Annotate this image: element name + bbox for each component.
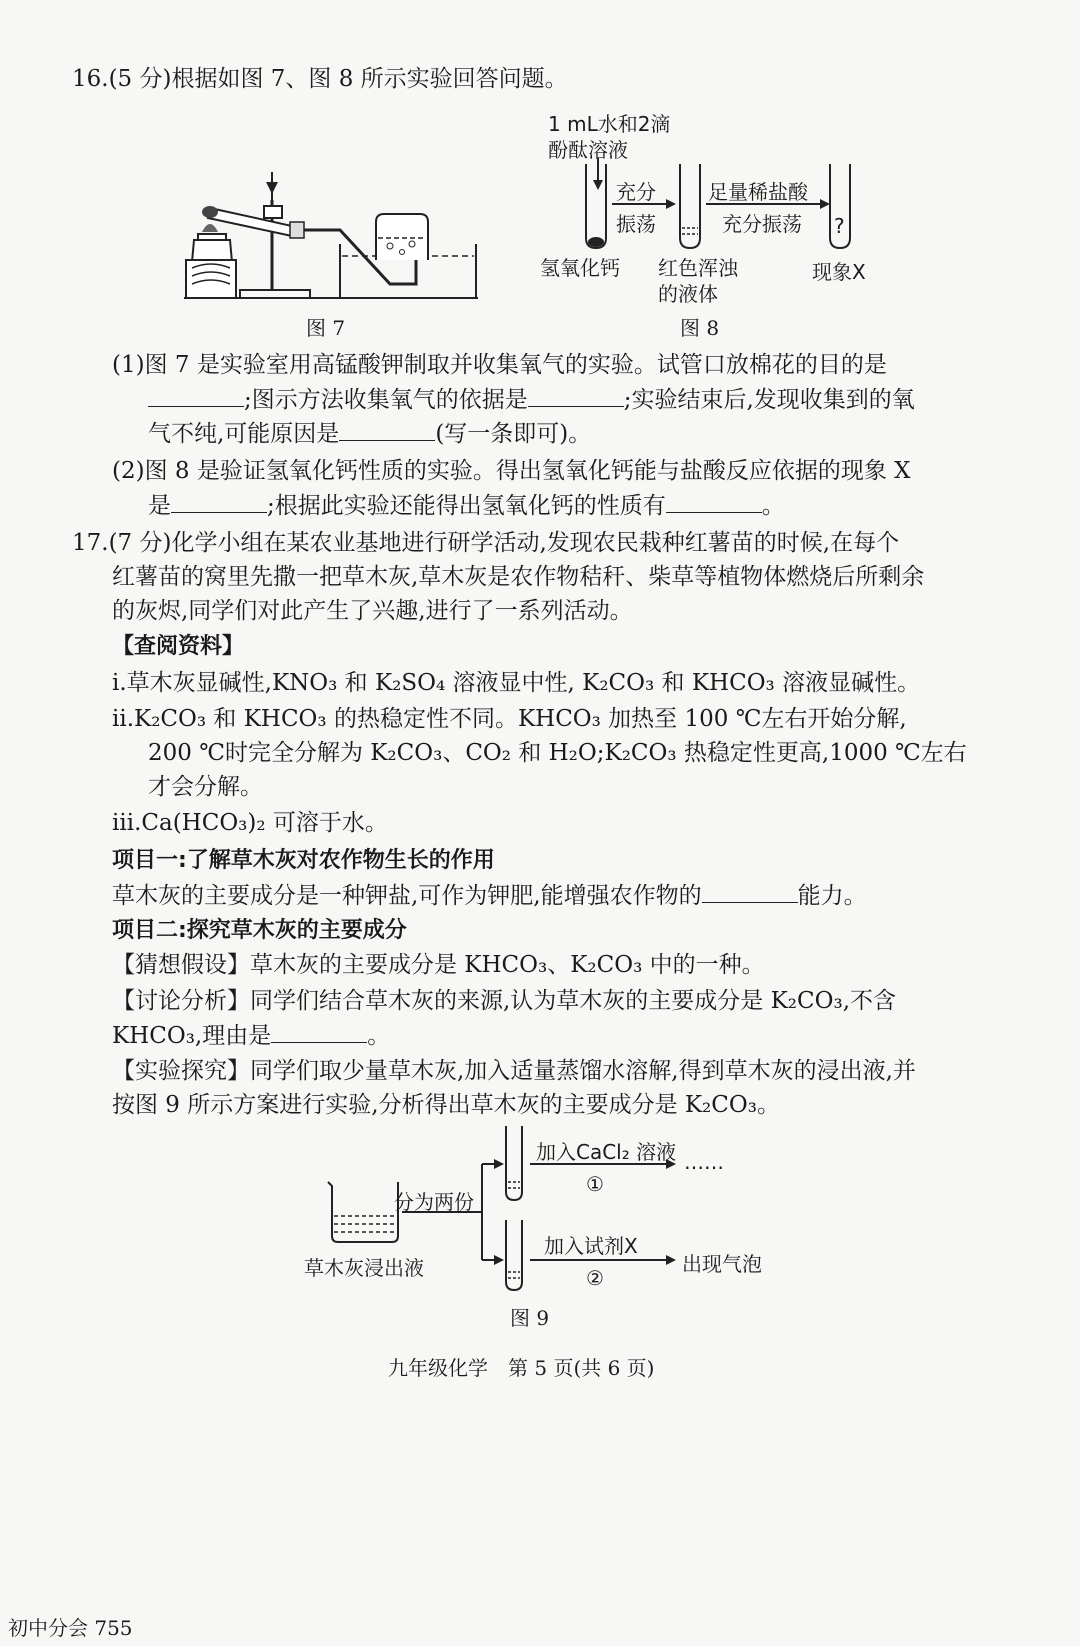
- answer-blank[interactable]: [271, 1020, 367, 1043]
- answer-blank[interactable]: [702, 880, 798, 903]
- q16-part2-text-b: ;根据此实验还能得出氢氧化钙的性质有: [267, 493, 666, 519]
- fig8-tube3-label: 现象X: [812, 260, 866, 284]
- q17-reference-1: ⅰ.草木灰显碱性,KNO₃ 和 K₂SO₄ 溶液显中性, K₂CO₃ 和 KHCO₃ 溶液显碱性。: [112, 670, 921, 696]
- q17-hypothesis: 【猜想假设】草木灰的主要成分是 KHCO₃、K₂CO₃ 中的一种。: [112, 952, 765, 978]
- fig8-tube2-label-line1: 红色浑浊: [658, 256, 738, 280]
- answer-blank[interactable]: [528, 384, 624, 407]
- q16-part1-line1: (1)图 7 是实验室用高锰酸钾制取并收集氧气的实验。试管口放棉花的目的是: [112, 352, 887, 378]
- q16-part1-line3: [148, 418, 591, 449]
- q16-part2-text-a: 是: [148, 493, 171, 519]
- q17-project1-text-b: 能力。: [797, 883, 867, 909]
- answer-blank[interactable]: [171, 490, 267, 513]
- q17-score: (7 分): [108, 530, 172, 556]
- fig9-bottom-result: 出现气泡: [682, 1252, 762, 1276]
- page-footer: 九年级化学 第 5 页(共 6 页): [388, 1356, 655, 1380]
- q17-number: 17.: [72, 530, 109, 556]
- q16-part2-line1: (2)图 8 是验证氢氧化钙性质的实验。得出氢氧化钙能与盐酸反应依据的现象 X: [112, 458, 911, 484]
- q17-discussion-line1: 【讨论分析】同学们结合草木灰的来源,认为草木灰的主要成分是 K₂CO₃,不含: [112, 988, 897, 1014]
- figure-7-apparatus: [180, 160, 480, 310]
- q16-part2-line2: [148, 490, 785, 521]
- answer-blank[interactable]: [666, 490, 762, 513]
- fig8-question-mark: ?: [834, 214, 845, 238]
- figure-8-tubes: [540, 158, 880, 258]
- q17-experiment-line2: 按图 9 所示方案进行实验,分析得出草木灰的主要成分是 K₂CO₃。: [112, 1092, 780, 1118]
- q16-number: 16.: [72, 66, 109, 92]
- figure-9-caption: 图 9: [510, 1306, 550, 1330]
- q17-experiment-line1: 【实验探究】同学们取少量草木灰,加入适量蒸馏水溶解,得到草木灰的浸出液,并: [112, 1058, 916, 1084]
- fig8-tube2-label-line2: 的液体: [658, 282, 718, 306]
- fig8-reagent-line2: 酚酞溶液: [548, 138, 628, 162]
- fig8-step2-top: 足量稀盐酸: [708, 180, 808, 204]
- figure-8-caption: 图 8: [680, 316, 720, 340]
- q16-part1-text-c: 气不纯,可能原因是: [148, 421, 340, 447]
- fig8-tube1-label: 氢氧化钙: [540, 256, 620, 280]
- q17-intro-line3: 的灰烬,同学们对此产生了兴趣,进行了一系列活动。: [112, 598, 633, 624]
- fig9-bottom-step-number: ②: [586, 1266, 604, 1290]
- answer-blank[interactable]: [148, 384, 244, 407]
- q16-intro: 根据如图 7、图 8 所示实验回答问题。: [171, 66, 568, 92]
- q17-discussion-text-b: 。: [367, 1023, 391, 1049]
- q17-intro-line1: [72, 528, 899, 558]
- fig9-top-result: ……: [684, 1150, 724, 1174]
- fig9-top-step-number: ①: [586, 1172, 604, 1196]
- fig9-bottom-reagent: 加入试剂X: [544, 1234, 638, 1258]
- q17-reference-title: 【查阅资料】: [112, 634, 245, 659]
- q17-project1-text: [112, 880, 867, 911]
- q17-project1-title: 项目一:了解草木灰对农作物生长的作用: [112, 848, 495, 873]
- q17-discussion-text-a: KHCO₃,理由是: [112, 1023, 272, 1049]
- q17-reference-2-line3: 才会分解。: [148, 774, 263, 800]
- fig8-step1-top: 充分: [616, 180, 656, 204]
- fig8-step1-bottom: 振荡: [616, 212, 656, 236]
- q16-header: [72, 64, 568, 94]
- q16-part1-text-d: (写一条即可)。: [435, 421, 592, 447]
- q17-discussion-line2: [112, 1020, 390, 1051]
- q17-project1-text-a: 草木灰的主要成分是一种钾盐,可作为钾肥,能增强农作物的: [112, 883, 702, 909]
- q16-part1-text-b: ;实验结束后,发现收集到的氧: [623, 387, 915, 413]
- q16-part1-text-a: ;图示方法收集氧气的依据是: [244, 387, 528, 413]
- q17-reference-2-line1: ⅱ.K₂CO₃ 和 KHCO₃ 的热稳定性不同。KHCO₃ 加热至 100 ℃左右开始分解,: [112, 706, 907, 732]
- fig8-step2-bottom: 充分振荡: [722, 212, 802, 236]
- watermark-label: 初中分会 755: [8, 1616, 133, 1640]
- q17-reference-3: ⅲ.Ca(HCO₃)₂ 可溶于水。: [112, 810, 388, 836]
- q17-intro-text: 化学小组在某农业基地进行研学活动,发现农民栽种红薯苗的时候,在每个: [171, 530, 900, 556]
- q16-score: (5 分): [108, 66, 172, 92]
- q17-project2-title: 项目二:探究草木灰的主要成分: [112, 918, 407, 943]
- figure-7-caption: 图 7: [306, 316, 346, 340]
- fig8-reagent-line1: 1 mL水和2滴: [548, 112, 671, 136]
- fig9-top-reagent: 加入CaCl₂ 溶液: [536, 1140, 677, 1164]
- q16-part1-line2: [148, 384, 915, 415]
- q17-reference-2-line2: 200 ℃时完全分解为 K₂CO₃、CO₂ 和 H₂O;K₂CO₃ 热稳定性更高,1000 ℃左右: [148, 740, 967, 766]
- fig9-split-label: 分为两份: [394, 1190, 474, 1214]
- q17-intro-line2: 红薯苗的窝里先撒一把草木灰,草木灰是农作物秸秆、柴草等植物体燃烧后所剩余: [112, 564, 925, 590]
- answer-blank[interactable]: [339, 418, 435, 441]
- q16-part2-text-c: 。: [761, 493, 785, 519]
- fig9-beaker-label: 草木灰浸出液: [304, 1256, 424, 1280]
